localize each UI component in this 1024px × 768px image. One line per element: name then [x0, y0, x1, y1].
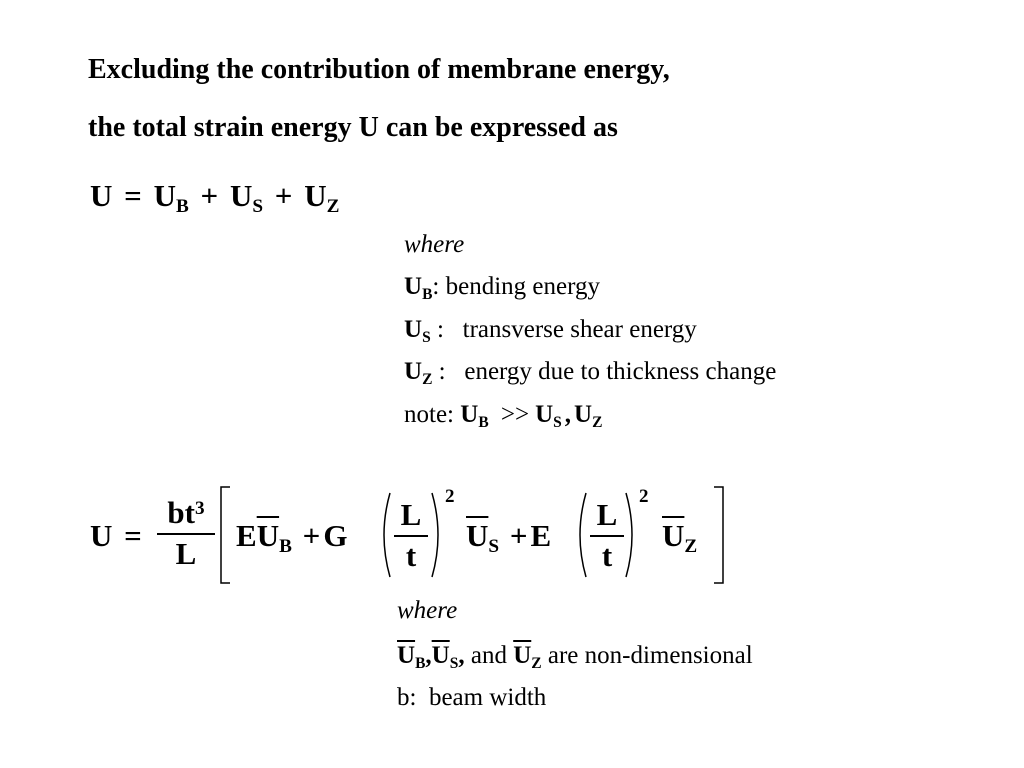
right-paren-2	[624, 492, 640, 578]
def-US-symbol: U	[404, 316, 423, 343]
definition-US	[404, 316, 697, 344]
nd-US: $\overline{U}$	[431, 642, 450, 669]
eq2-L1: L	[400, 497, 422, 532]
eq1-US: U	[229, 178, 253, 213]
def-UB-sub: B	[422, 285, 433, 303]
left-paren-1	[376, 492, 392, 578]
note-comma: ,	[564, 401, 572, 428]
eq2-L2: L	[596, 497, 618, 532]
note-prefix: note:	[404, 401, 461, 428]
nd-sub-S: S	[449, 654, 459, 672]
eq2-term-E-UB	[236, 518, 348, 558]
def-US-desc: : transverse shear energy	[430, 316, 697, 343]
eq2-sub-B: B	[279, 536, 292, 558]
note-sub-S: S	[553, 413, 562, 431]
left-bracket	[218, 486, 232, 584]
eq2-UB-bar: $\overline{U}$	[256, 518, 280, 553]
def-UB-symbol: U	[404, 273, 423, 300]
where-label-2: where	[397, 597, 458, 624]
nd-sub-B: B	[415, 654, 426, 672]
def-UZ-desc: : energy due to thickness change	[432, 358, 777, 385]
eq1-plus-2: +	[274, 178, 293, 213]
eq2-plus-2: +	[509, 518, 528, 553]
equation-total-energy	[90, 178, 340, 218]
def-UB-desc: : bending energy	[432, 273, 600, 300]
eq2-term-US-E	[466, 518, 552, 558]
nd-comma-1: ,	[425, 642, 432, 669]
eq2-prefactor-fraction	[157, 495, 215, 572]
heading-line-2: the total strain energy U can be expressed as	[88, 112, 618, 143]
eq2-fraction-L-over-t-2	[590, 497, 624, 574]
eq2-fraction-L-over-t-1	[394, 497, 428, 574]
eq2-prefactor-numerator	[167, 495, 204, 530]
where-label-1: where	[404, 231, 465, 258]
eq2-lhs	[90, 518, 142, 554]
right-paren-1	[430, 492, 446, 578]
eq2-exponent-2: 2	[639, 486, 649, 507]
note-U3: U	[574, 401, 593, 428]
def-UZ-symbol: U	[404, 358, 423, 385]
eq2-num-exp: 3	[194, 498, 205, 520]
nd-UZ: $\overline{U}$	[513, 642, 532, 669]
nd-comma-2: ,	[458, 642, 465, 669]
note-U2: U	[535, 401, 554, 428]
eq2-prefactor-denominator: L	[175, 536, 197, 571]
eq1-sub-Z: Z	[326, 196, 340, 218]
fraction-bar	[157, 533, 215, 535]
eq2-U: U	[90, 518, 113, 553]
eq2-num-bt: bt	[167, 495, 195, 530]
eq2-t2: t	[601, 538, 613, 573]
fraction-bar	[394, 535, 428, 537]
heading-line-1: Excluding the contribution of membrane energy,	[88, 54, 670, 85]
def-UZ-sub: Z	[422, 370, 433, 388]
def-US-sub: S	[422, 328, 431, 346]
eq2-sub-Z: Z	[684, 536, 698, 558]
left-paren-2	[572, 492, 588, 578]
eq2-sub-S: S	[488, 536, 500, 558]
eq1-UB: U	[153, 178, 176, 213]
eq2-t1: t	[405, 538, 417, 573]
note-much-greater: >>	[500, 401, 530, 428]
eq2-G: G	[323, 518, 348, 553]
eq1-equals: =	[124, 178, 142, 213]
eq1-sub-B: B	[175, 196, 189, 218]
eq2-term-UZ	[662, 518, 698, 558]
eq2-equals: =	[124, 518, 142, 553]
nd-and: and	[464, 642, 514, 669]
definition-UZ	[404, 358, 776, 386]
nd-desc: are non-dimensional	[541, 642, 753, 669]
note-line	[404, 401, 602, 429]
nd-sub-Z: Z	[531, 654, 542, 672]
note-sub-B: B	[478, 413, 489, 431]
fraction-bar	[590, 535, 624, 537]
eq2-E1: E	[236, 518, 257, 553]
beam-width-line: b: beam width	[397, 684, 547, 711]
note-sub-Z: Z	[592, 413, 603, 431]
eq2-E2: E	[530, 518, 552, 553]
eq1-U: U	[90, 178, 113, 213]
right-bracket	[712, 486, 726, 584]
eq2-exponent-1: 2	[445, 486, 455, 507]
eq2-US-bar: $\overline{U}$	[466, 518, 489, 553]
nd-UB: $\overline{U}$	[397, 642, 416, 669]
note-U1: U	[460, 401, 479, 428]
nondimensional-line	[397, 642, 753, 670]
eq1-UZ: U	[304, 178, 327, 213]
eq1-sub-S: S	[252, 196, 264, 218]
eq2-UZ-bar: $\overline{U}$	[662, 518, 685, 553]
eq1-plus-1: +	[200, 178, 219, 213]
definition-UB	[404, 273, 600, 301]
eq2-plus-1: +	[302, 518, 321, 553]
